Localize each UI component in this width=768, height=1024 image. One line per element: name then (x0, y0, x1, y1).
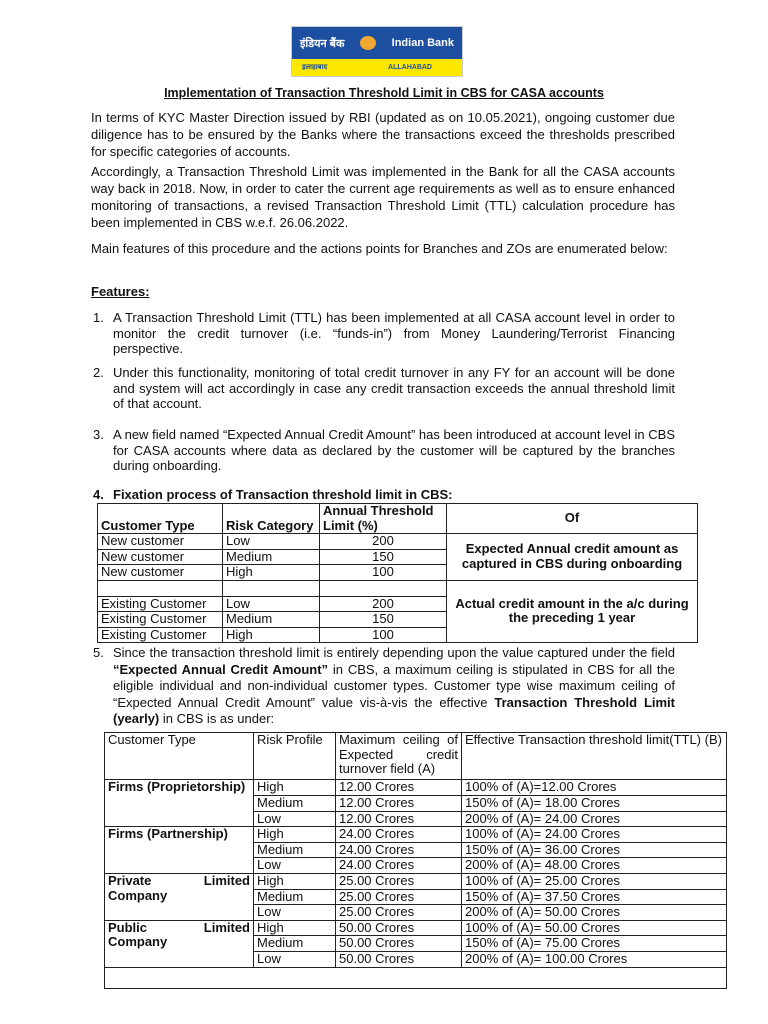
item-number: 1. (93, 310, 104, 325)
cell: 25.00 Crores (336, 874, 462, 890)
list-item (93, 645, 676, 728)
cell: Low (254, 952, 336, 968)
item-text: A Transaction Threshold Limit (TTL) has been implemented at all CASA account level in order to monitor the credit turnover (i.e. “funds-in”) from Money Laundering/Terrorist Financing perspective. (113, 310, 675, 356)
cell: 50.00 Crores (336, 952, 462, 968)
cell: 150% of (A)= 75.00 Crores (462, 936, 727, 952)
cell: High (254, 780, 336, 796)
item-text: in CBS, a maximum ceiling is stipulated in CBS for all the eligible individual and non-individual customer types. Customer type wise maximum ceiling of “Expected Annual Credit Amount” value vis-à-vis the effective (113, 661, 676, 710)
logo-hindi: इंडियन बैंक (300, 37, 345, 50)
cell: 25.00 Crores (336, 905, 462, 921)
header-cell: Risk Category (223, 504, 320, 534)
cell: New customer (98, 534, 223, 550)
cell: 50.00 Crores (336, 920, 462, 936)
logo-name: Indian Bank (391, 37, 454, 49)
cell (223, 580, 320, 596)
list-item (93, 487, 675, 503)
cell: High (254, 827, 336, 843)
table-row (105, 920, 727, 936)
cell: Low (254, 811, 336, 827)
list-item (93, 427, 675, 474)
cell: Medium (254, 936, 336, 952)
paragraph: Accordingly, a Transaction Threshold Limit was implemented in the Bank for all the CASA accounts way back in 2018. Now, in order to cater the current age requirements as well as to ensure enhanced monitoring of transactions, a revised Transaction Threshold Limit (TTL) calculation procedure has been implemented in CBS w.e.f. 26.06.2022. (91, 164, 675, 230)
customer-type-cell: Firms (Proprietorship) (105, 780, 254, 827)
cell: High (223, 627, 320, 643)
cell: 100% of (A)= 24.00 Crores (462, 827, 727, 843)
cell: 12.00 Crores (336, 795, 462, 811)
cell: Medium (223, 612, 320, 628)
document-title: Implementation of Transaction Threshold Limit in CBS for CASA accounts (164, 86, 604, 100)
table-header-row (98, 504, 698, 534)
bank-emblem-icon (360, 36, 376, 50)
cell: 24.00 Crores (336, 827, 462, 843)
cell: 24.00 Crores (336, 842, 462, 858)
cell: Medium (254, 795, 336, 811)
customer-type-cell: Firms (Partnership) (105, 827, 254, 874)
paragraph: In terms of KYC Master Direction issued by RBI (updated as on 10.05.2021), ongoing customer due diligence has to be ensured by the Banks where the transactions exceed the thresholds prescribed for specific categories of accounts. (91, 110, 675, 159)
logo-sub-hindi: इलाहाबाद (302, 64, 328, 71)
cell: 50.00 Crores (336, 936, 462, 952)
features-heading: Features: (91, 284, 150, 299)
customer-type-cell: Public Limited Company (105, 920, 254, 967)
cell: 12.00 Crores (336, 811, 462, 827)
table-row (98, 534, 698, 550)
cell: Medium (223, 549, 320, 565)
table-row (105, 780, 727, 796)
table-row (98, 580, 698, 596)
cell: Low (223, 534, 320, 550)
cell: Medium (254, 889, 336, 905)
cell: New customer (98, 565, 223, 581)
cell: Low (254, 858, 336, 874)
cell: 200% of (A)= 48.00 Crores (462, 858, 727, 874)
cell: Low (254, 905, 336, 921)
item-text: in CBS is as under: (159, 711, 275, 726)
item-text: Since the transaction threshold limit is entirely depending upon the value captured under the field (113, 645, 675, 660)
cell: 200% of (A)= 50.00 Crores (462, 905, 727, 921)
header-cell: Customer Type (105, 733, 254, 780)
item-text-bold: Transaction Threshold Limit (yearly) (113, 694, 675, 726)
cell: 25.00 Crores (336, 889, 462, 905)
cell: High (254, 920, 336, 936)
list-item (93, 365, 675, 412)
cell: 150% of (A)= 18.00 Crores (462, 795, 727, 811)
cell: Existing Customer (98, 612, 223, 628)
cell: 200% of (A)= 100.00 Crores (462, 952, 727, 968)
cell: 150% of (A)= 36.00 Crores (462, 842, 727, 858)
header-cell: Annual Threshold Limit (%) (320, 504, 447, 534)
cell: 12.00 Crores (336, 780, 462, 796)
item-text: Under this functionality, monitoring of total credit turnover in any FY for an account will be done and system will act accordingly in case any credit transaction exceeds the annual threshold limit of that account. (113, 365, 675, 411)
cell: 200 (320, 596, 447, 612)
cell: 24.00 Crores (336, 858, 462, 874)
cell: 150 (320, 612, 447, 628)
cell: Low (223, 596, 320, 612)
item-text-bold: “Expected Annual Credit Amount” (113, 661, 329, 677)
cell: Existing Customer (98, 627, 223, 643)
header-cell: Customer Type (98, 504, 223, 534)
item-number: 4. (93, 487, 104, 502)
table-row (105, 827, 727, 843)
header-cell: Effective Transaction threshold limit(TTL) (B) (462, 733, 727, 780)
cell: High (223, 565, 320, 581)
indian-bank-logo (291, 26, 463, 77)
table-header-row (105, 733, 727, 780)
ttl-ceiling-table (104, 732, 727, 989)
cell: 100% of (A)= 25.00 Crores (462, 874, 727, 890)
list-item (93, 310, 675, 357)
cell: Expected Annual credit amount as captured in CBS during onboarding (447, 534, 698, 581)
cell (98, 580, 223, 596)
item-text: A new field named “Expected Annual Credit Amount” has been introduced at account level in CBS for CASA accounts where data as declared by the customer will be captured by the branches during onboarding. (113, 427, 675, 473)
cell: 100% of (A)= 50.00 Crores (462, 920, 727, 936)
cell: High (254, 874, 336, 890)
cell: Medium (254, 842, 336, 858)
cell: New customer (98, 549, 223, 565)
cell (320, 580, 447, 596)
item-text: Fixation process of Transaction threshold limit in CBS: (113, 487, 453, 502)
cell: Existing Customer (98, 596, 223, 612)
header-cell: Maximum ceiling of Expected credit turnover field (A) (336, 733, 462, 780)
cell: Actual credit amount in the a/c during the preceding 1 year (447, 580, 698, 643)
cell: 150 (320, 549, 447, 565)
cell: 100 (320, 565, 447, 581)
threshold-fixation-table (97, 503, 698, 643)
item-number: 2. (93, 365, 104, 380)
paragraph: Main features of this procedure and the actions points for Branches and ZOs are enumerated below: (91, 241, 668, 256)
item-number: 5. (93, 645, 104, 660)
header-cell: Of (447, 504, 698, 534)
item-number: 3. (93, 427, 104, 442)
cell: 200% of (A)= 24.00 Crores (462, 811, 727, 827)
header-cell: Risk Profile (254, 733, 336, 780)
customer-type-cell: Private Limited Company (105, 874, 254, 921)
cell: 100% of (A)=12.00 Crores (462, 780, 727, 796)
table-row (105, 874, 727, 890)
cell: 100 (320, 627, 447, 643)
cell: 200 (320, 534, 447, 550)
cell: 150% of (A)= 37.50 Crores (462, 889, 727, 905)
logo-sub: ALLAHABAD (388, 64, 432, 71)
